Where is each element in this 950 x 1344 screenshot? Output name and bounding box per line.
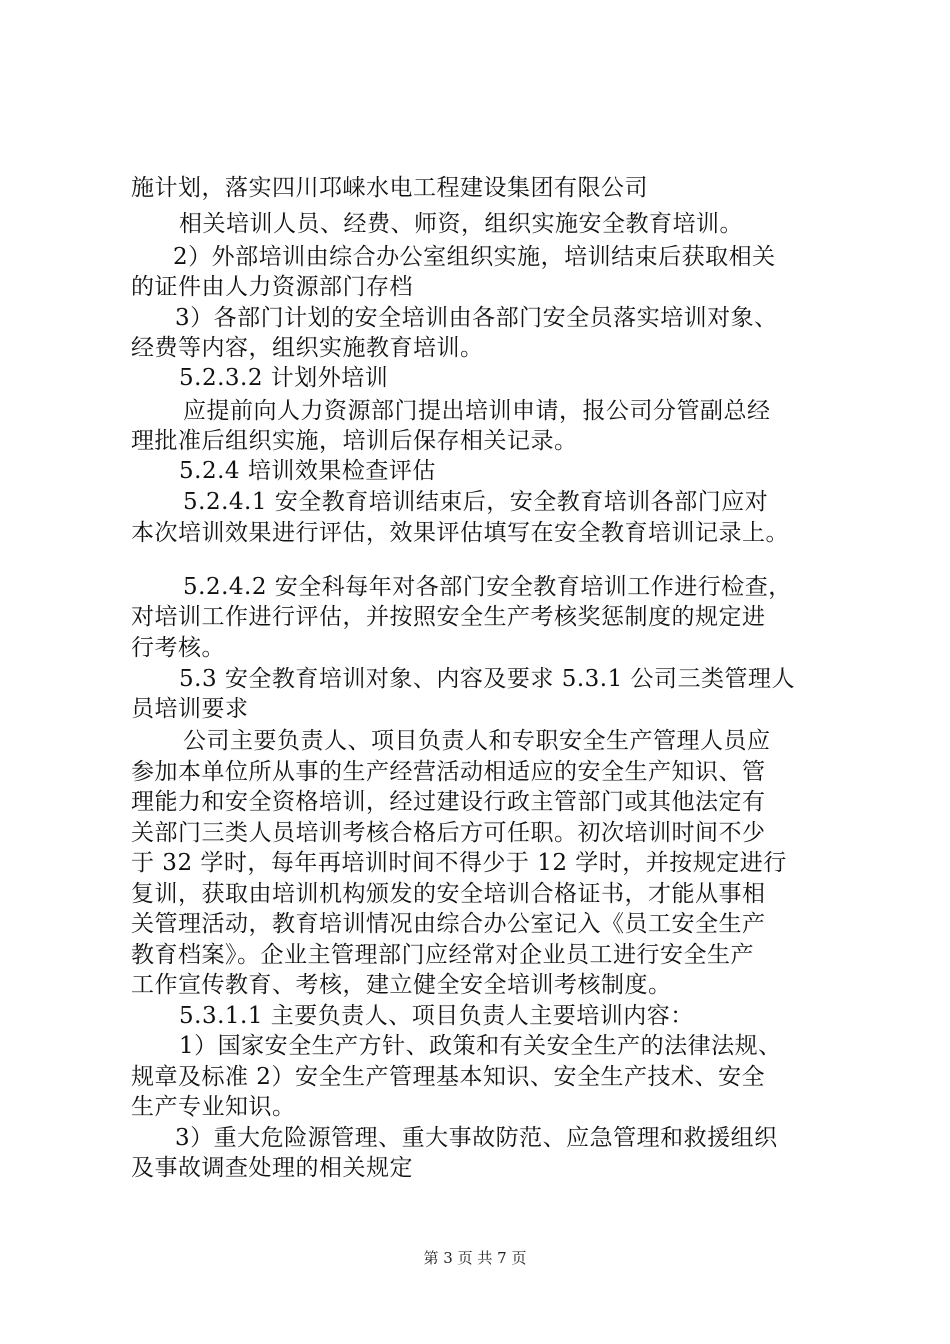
text-line: 参加本单位所从事的生产经营活动相适应的安全生产知识、管	[131, 759, 766, 785]
text-line: 对培训工作进行评估，并按照安全生产考核奖惩制度的规定进	[131, 604, 766, 630]
text-line: 规章及标准 2）安全生产管理基本知识、安全生产技术、安全	[131, 1064, 765, 1090]
text-line: 5.2.4.2 安全科每年对各部门安全教育培训工作进行检查，	[183, 574, 792, 600]
section-heading: 5.2.4 培训效果检查评估	[179, 458, 436, 484]
text-line: 5.2.4.1 安全教育培训结束后，安全教育培训各部门应对	[183, 489, 769, 515]
text-line: 生产专业知识。	[131, 1094, 296, 1120]
text-line: 于 32 学时，每年再培训时间不得少于 12 学时，并按规定进行	[131, 850, 787, 876]
text-line: 关部门三类人员培训考核合格后方可任职。初次培训时间不少	[131, 820, 766, 846]
text-line: 施计划，落实四川邛崃水电工程建设集团有限公司	[131, 175, 648, 201]
text-line: 工作宣传教育、考核，建立健全安全培训考核制度。	[131, 972, 672, 998]
text-line: 3）各部门计划的安全培训由各部门安全员落实培训对象、	[175, 305, 778, 331]
page-number: 第 3 页 共 7 页	[423, 1249, 527, 1267]
text-line: 1）国家安全生产方针、政策和有关安全生产的法律法规、	[179, 1033, 782, 1059]
text-line: 理能力和安全资格培训，经过建设行政主管部门或其他法定有	[131, 789, 766, 815]
text-line: 的证件由人力资源部门存档	[131, 274, 413, 300]
section-heading: 5.3.1.1 主要负责人、项目负责人主要培训内容：	[179, 1003, 694, 1029]
text-line: 关管理活动，教育培训情况由综合办公室记入《员工安全生产	[131, 911, 766, 937]
text-line: 相关培训人员、经费、师资，组织实施安全教育培训。	[179, 211, 743, 237]
text-line: 应提前向人力资源部门提出培训申请，报公司分管副总经	[183, 398, 771, 424]
text-line: 员培训要求	[131, 696, 249, 722]
text-line: 理批准后组织实施，培训后保存相关记录。	[131, 428, 578, 454]
text-line: 教育档案》。企业主管理部门应经常对企业员工进行安全生产	[131, 942, 754, 968]
text-line: 经费等内容，组织实施教育培训。	[131, 335, 484, 361]
text-line: 复训，获取由培训机构颁发的安全培训合格证书，才能从事相	[131, 881, 766, 907]
text-line: 2）外部培训由综合办公室组织实施，培训结束后获取相关	[173, 244, 776, 270]
section-heading: 5.2.3.2 计划外培训	[179, 365, 389, 391]
section-heading: 5.3 安全教育培训对象、内容及要求 5.3.1 公司三类管理人	[179, 666, 796, 692]
text-line: 公司主要负责人、项目负责人和专职安全生产管理人员应	[183, 728, 771, 754]
text-line: 及事故调查处理的相关规定	[131, 1155, 413, 1181]
text-line: 3）重大危险源管理、重大事故防范、应急管理和救援组织	[175, 1125, 778, 1151]
text-line: 本次培训效果进行评估，效果评估填写在安全教育培训记录上。	[131, 520, 789, 546]
text-line: 行考核。	[131, 635, 225, 661]
